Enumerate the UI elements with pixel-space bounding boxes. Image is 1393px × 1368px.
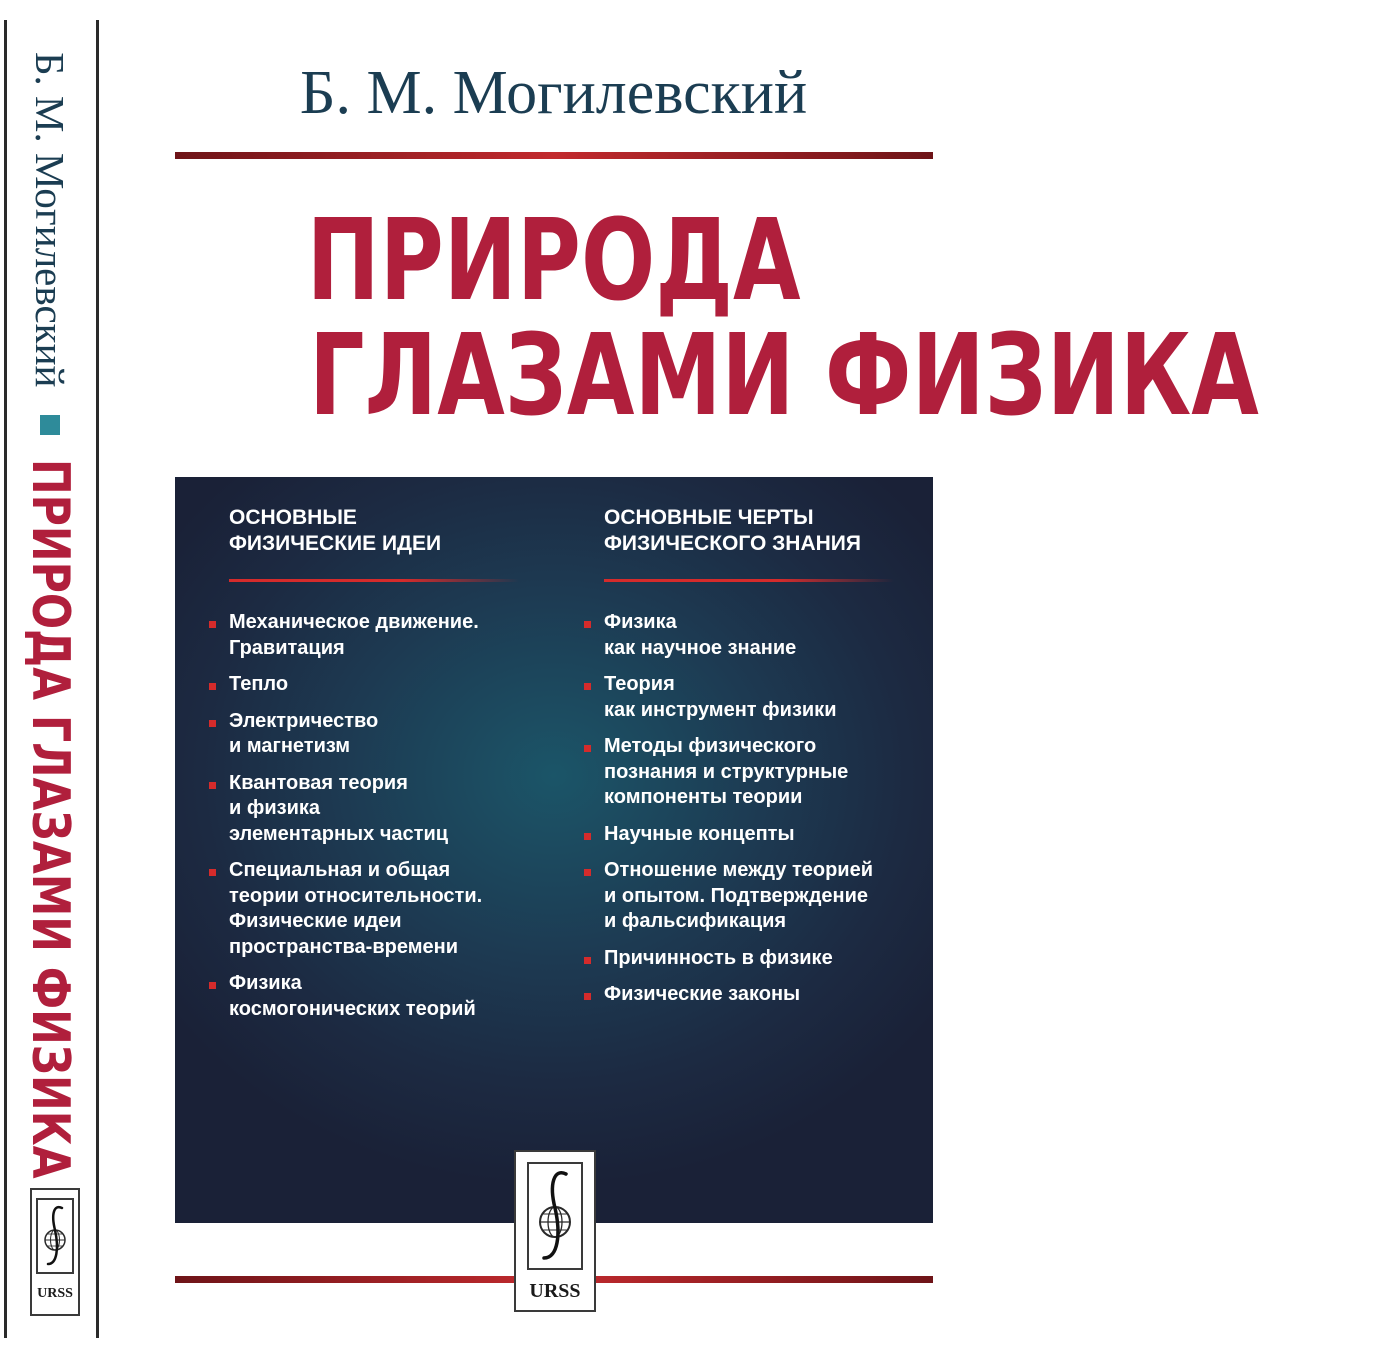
column-physical-ideas (229, 505, 529, 1033)
list-item-text: Тепло (229, 673, 289, 695)
square-bullet-icon (209, 683, 216, 690)
list-item-text: Электричество и магнетизм (229, 709, 379, 757)
list-item-text: Научные концепты (604, 822, 795, 845)
integral-globe-icon (36, 1198, 74, 1274)
square-bullet-icon (584, 621, 591, 628)
list-item-text: Отношение между теорией и опытом. Подтверждение и фальсификация (604, 859, 874, 932)
spine-publisher-logo (30, 1188, 80, 1316)
list-item-text: Физические законы (604, 983, 801, 1005)
column-physical-knowledge (604, 505, 924, 1019)
list-item (604, 858, 924, 935)
list-item (229, 971, 529, 1022)
cover-author: Б. М. Могилевский (299, 59, 808, 127)
list-item (604, 672, 924, 723)
list-item (604, 822, 924, 848)
list-item-text: Квантовая теория и физика элементарных частиц (229, 771, 449, 845)
list-item (229, 672, 529, 698)
spine-author: Б. М. Могилевский (27, 52, 73, 388)
square-bullet-icon (209, 982, 216, 989)
list-item-text: Причинность в физике (604, 946, 833, 969)
spine-title: ПРИРОДА ГЛАЗАМИ ФИЗИКА (20, 459, 80, 1180)
integral-globe-icon (527, 1162, 583, 1270)
contents-panel (175, 477, 933, 1223)
spine-text-area (0, 0, 106, 1180)
column-rule (229, 579, 519, 582)
cover-title-line2 (175, 311, 1259, 441)
spine-publisher-name: URSS (37, 1286, 73, 1301)
square-bullet-icon (209, 782, 216, 789)
cover-publisher-name: URSS (529, 1280, 581, 1302)
square-bullet-icon (584, 993, 591, 1000)
topic-list (229, 610, 529, 1022)
square-bullet-icon (584, 683, 591, 690)
list-item (604, 734, 924, 811)
list-item-text: Специальная и общая теории относительности. Физические идеи пространства-времени (229, 859, 483, 958)
list-item (229, 709, 529, 760)
spine-square-icon (40, 415, 60, 435)
topic-list (604, 610, 924, 1008)
title-line2-text: ГЛАЗАМИ ФИЗИКА (308, 311, 1259, 441)
square-bullet-icon (209, 621, 216, 628)
cover-publisher-logo (514, 1150, 596, 1312)
title-line1-text: ПРИРОДА (306, 196, 801, 326)
list-item (229, 771, 529, 848)
list-item-text: Методы физического познания и структурные компоненты теории (604, 735, 849, 808)
list-item-text: Механическое движение. Гравитация (229, 611, 479, 659)
list-item (604, 982, 924, 1008)
column-heading: ОСНОВНЫЕ ЧЕРТЫ ФИЗИЧЕСКОГО ЗНАНИЯ (604, 506, 861, 555)
book-spine (0, 0, 106, 1368)
column-rule (604, 579, 894, 582)
cover-title-line1 (175, 196, 932, 326)
square-bullet-icon (584, 833, 591, 840)
list-item (229, 858, 529, 960)
list-item-text: Теория как инструмент физики (604, 673, 837, 721)
list-item (604, 610, 924, 661)
list-item-text: Физика как научное знание (604, 611, 797, 659)
square-bullet-icon (584, 745, 591, 752)
column-heading: ОСНОВНЫЕ ФИЗИЧЕСКИЕ ИДЕИ (229, 506, 442, 555)
square-bullet-icon (584, 869, 591, 876)
list-item-text: Физика космогонических теорий (229, 972, 476, 1020)
square-bullet-icon (209, 720, 216, 727)
square-bullet-icon (209, 869, 216, 876)
square-bullet-icon (584, 957, 591, 964)
top-rule (175, 152, 933, 159)
list-item (229, 610, 529, 661)
list-item (604, 946, 924, 972)
